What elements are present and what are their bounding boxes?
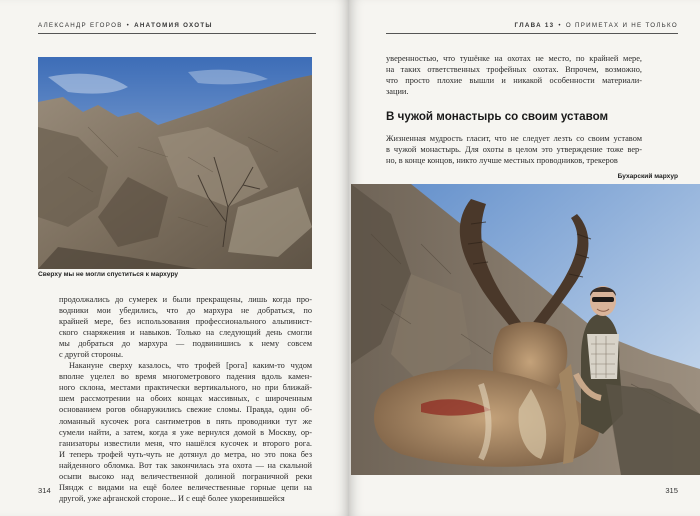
right-page-number: 315 [665,486,678,495]
text-line: продолжались до сумерек и были прекращены, лишь когда про- [59,295,312,304]
left-page-number: 314 [38,486,51,495]
text-line: вполне уцелел во время многометрового падения вдоль камен- [59,372,312,382]
text-line: водники мои убедились, что до мархура не добраться, по [59,306,312,316]
text-line: ского снаряжения и навыков. Только на следующий день смогли [59,328,312,338]
text-line: уверенностью, что тушёнке на охотах не место, по крайней мере, [386,54,642,63]
text-line: мы добраться до мархура — подвинишись к нему совсем [59,339,312,349]
text-line: другой, уже афганской стороне... И с ещё более укоренившейся [59,493,285,503]
running-head-author: АЛЕКСАНДР ЕГОРОВ [38,22,123,29]
markhor-trophy-illustration [351,184,700,475]
text-line: в чужой монастырь. Для охоты в целом это утверждение тоже вер- [386,145,642,155]
text-line: на таких ответственных трофейных охотах. Впрочем, возможно, [386,65,642,75]
left-header-rule [38,33,316,34]
running-head-book-title: АНАТОМИЯ ОХОТЫ [134,22,213,29]
text-line: но, в конце концов, никто лучше местных проводников, трекеров [386,156,618,166]
right-photo-caption: Бухарский мархур [617,173,678,180]
text-line: зации. [386,87,409,97]
text-line: Жизненная мудрость гласит, что не следует лезть со своим уставом [386,134,642,143]
text-line: Пяндж с видами на ещё более величественные горные цепи на [59,482,312,492]
right-section-text [386,133,642,166]
right-page [349,0,700,516]
text-line: ганизаторы известили меня, что нашёлся кусочек и второго рога. [59,438,312,448]
text-line: сумели найти, а затем, когда я уже вернулся домой в Москву, ор- [59,427,312,437]
running-head-chapter-title: О ПРИМЕТАХ И НЕ ТОЛЬКО [565,22,678,29]
text-line: И теперь трофей чуть-чуть не дотянул до метра, но это пока без [59,449,312,459]
left-photo-caption: Сверху мы не могли спуститься к мархуру [38,271,179,278]
mountain-slope-photo [38,57,312,269]
mountain-slope-illustration [38,57,312,269]
left-page [0,0,349,516]
running-head-separator: • [126,22,131,29]
text-line: с другой стороны. [59,350,124,360]
text-line: шем рассмотрении на обоих концах массивных, с широченным [59,394,312,404]
text-line: найденного обломка. Вот так закончилась эта охота — на скальной [59,460,312,470]
left-running-head [38,22,213,29]
text-line: что просто плохие вышли и никакой особенности материали- [386,76,642,86]
text-line: основанием рогов обнаружились свежие сломы. Правда, один об- [59,405,312,415]
right-running-head [515,22,678,29]
markhor-trophy-photo [351,184,700,475]
text-line: ломанный кусочек рога сантиметров в пять проводники тут же [59,416,312,426]
left-body-text [59,294,312,504]
text-line: крайней мере, без использования профессионального альпинист- [59,317,312,327]
running-head-separator: • [558,22,562,29]
section-heading: В чужой монастырь со своим уставом [386,110,609,123]
running-head-chapter: ГЛАВА 13 [514,22,555,29]
right-intro-text [386,53,642,97]
text-line: осыпи высоко над величественной долиной пограничной реки [59,471,312,481]
text-line: Накануне сверху казалось, что трофей [рога] каким-то чудом [69,361,312,371]
text-line: ного склона, местами практически вертикального, но при ближай- [59,383,312,393]
right-header-rule [386,33,678,34]
